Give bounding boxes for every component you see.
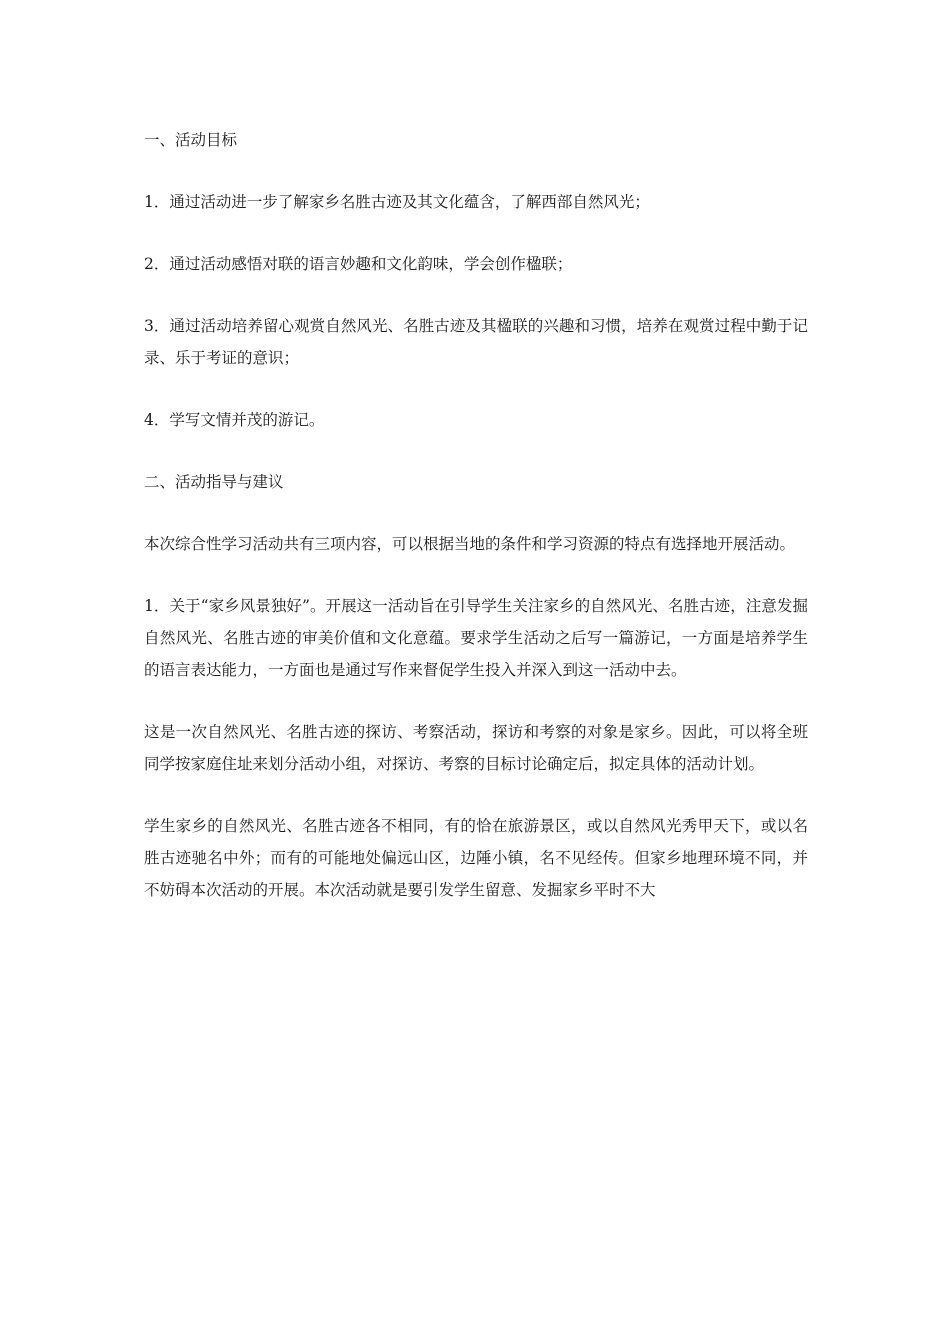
goal-item-2: 2．通过活动感悟对联的语言妙趣和文化韵味，学会创作楹联； [144,255,573,273]
goal-item-3: 3．通过活动培养留心观赏自然风光、名胜古迹及其楹联的兴趣和习惯，培养在观赏过程中勤于记录、乐于考证的意识； [144,317,808,367]
intro-paragraph: 本次综合性学习活动共有三项内容，可以根据当地的条件和学习资源的特点有选择地开展活动。 [144,535,796,553]
goal-item-1: 1．通过活动进一步了解家乡名胜古迹及其文化蕴含，了解西部自然风光； [144,193,650,211]
guidance-item-1: 1．关于“家乡风景独好”。开展这一活动旨在引导学生关注家乡的自然风光、名胜古迹，注意发掘自然风光、名胜古迹的审美价值和文化意蕴。要求学生活动之后写一篇游记，一方面是培养学生的语言表达能力，一方面也是通过写作来督促学生投入并深入到这一活动中去。 [144,597,808,679]
section-heading-guidance: 二、活动指导与建议 [144,473,284,491]
document-body [144,124,808,936]
goal-item-4: 4．学写文情并茂的游记。 [144,411,325,429]
body-paragraph: 这是一次自然风光、名胜古迹的探访、考察活动，探访和考察的对象是家乡。因此，可以将全班同学按家庭住址来划分活动小组，对探访、考察的目标讨论确定后，拟定具体的活动计划。 [144,723,808,773]
section-heading-goals: 一、活动目标 [144,131,238,149]
body-paragraph: 学生家乡的自然风光、名胜古迹各不相同，有的恰在旅游景区，或以自然风光秀甲天下，或以名胜古迹驰名中外；而有的可能地处偏远山区，边陲小镇，名不见经传。但家乡地理环境不同，并不妨碍本次活动的开展。本次活动就是要引发学生留意、发掘家乡平时不大 [144,817,808,899]
